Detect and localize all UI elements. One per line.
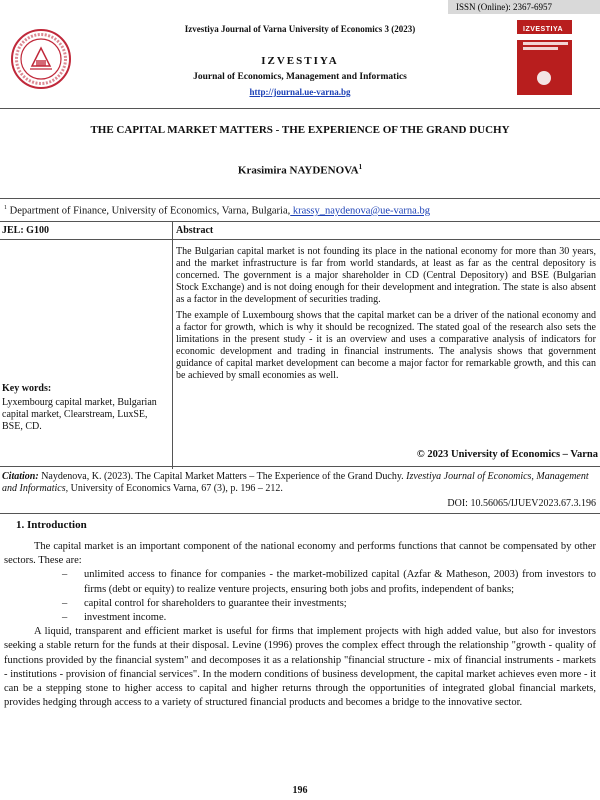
journal-issue: Izvestiya Journal of Varna University of Economics 3 (2023) — [184, 24, 416, 34]
divider — [0, 513, 600, 514]
body-paragraph: A liquid, transparent and efficient market is useful for firms that implement projects with high added value, but also for investors seeking a stable return for the funds at their disposal. Levine (1996) proves the complex effect through the relationship "growth - quality of functions provided by the financial system" and decomposes it as a relationship "financial structure - mix of financial instruments - markets - institutions - provision of financial services". In the modern conditions of business development, the capital market achieves even more - it can be a stepping stone to higher access to capital and higher returns through the opportunities of integrated global financial markets, provides hedging through access to a variety of structured financial products and becomes a bridge to the innovative sector. — [4, 626, 596, 709]
abstract-heading: Abstract — [176, 225, 214, 236]
bullet-item — [4, 568, 596, 596]
author-footnote-mark: 1 — [358, 163, 363, 171]
author-name: Krasimira NAYDENOVA — [237, 164, 359, 177]
issn-label: ISSN (Online): 2367-6957 — [448, 0, 600, 14]
section-heading: 1. Introduction — [16, 519, 87, 531]
journal-brand: IZVESTIYA — [261, 55, 339, 67]
affiliation-mark: 1 — [4, 205, 7, 211]
citation-journal: Izvestiya Journal of Economics, Management and Informatics, — [2, 471, 589, 494]
citation-label: Citation: — [2, 471, 39, 482]
bullet-text: unlimited access to finance for companies - the market-mobilized capital (Azfar & Matheson, 2003) from investors to firms (debt or equity) to realize venture projects, ensuring both jobs and profits, independent of banks; — [84, 569, 596, 595]
keywords-list: Lyxembourg capital market, Bulgarian capital market, Clearstream, LuxSE, BSE, CD. — [2, 397, 157, 432]
abstract-paragraph: The example of Luxembourg shows that the capital market can be a driver of the national economy and a factor for growth, which is why it should be recognized. The stated goal of the research also sets the limitations in the present study - it is an overview and uses a comparative analysis of indicators for economic development and trading in financial instruments. The analysis shows that government guidance of capital market development can become a major factor for remarkable growth, and this can be achieved by small economies as well. — [176, 310, 596, 381]
divider — [0, 198, 600, 199]
citation — [2, 471, 592, 495]
abstract-body — [176, 246, 596, 386]
body-paragraph: The capital market is an important component of the national economy and performs functions that cannot be compensated by other sectors. These are: — [4, 541, 596, 567]
journal-link[interactable]: http://journal.ue-varna.bg — [249, 87, 351, 97]
doi: DOI: 10.56065/IJUEV2023.67.3.196 — [447, 498, 596, 509]
cover-line — [523, 42, 568, 45]
copyright-notice: © 2023 University of Economics – Varna — [416, 449, 598, 460]
paper-title: THE CAPITAL MARKET MATTERS - THE EXPERIENCE OF THE GRAND DUCHY — [90, 124, 510, 136]
bullet-dash: – — [62, 597, 68, 609]
divider — [0, 466, 600, 467]
divider — [0, 221, 600, 222]
jel-code: JEL: G100 — [2, 225, 49, 236]
keywords-heading: Key words: — [2, 383, 52, 394]
bullet-text: capital control for shareholders to guarantee their investments; — [84, 597, 347, 609]
page-number: 196 — [292, 785, 308, 796]
bullet-item — [4, 611, 596, 625]
affiliation — [4, 205, 600, 217]
author-line — [0, 163, 600, 177]
citation-text: University of Economics Varna, 67 (3), p. 196 – 212. — [68, 483, 283, 494]
cover-line — [523, 47, 558, 50]
author-email-link[interactable]: krassy_naydenova@ue-varna.bg — [290, 205, 430, 217]
journal-name: Journal of Economics, Management and Informatics — [193, 72, 407, 82]
bullet-text: investment income. — [84, 612, 167, 624]
abstract-paragraph: The Bulgarian capital market is not founding its place in the national economy for more than 30 years, and the market infrastructure is far from world standards, at least as far as the central depository is concerned. The government is a major shareholder in CD (Central Depository) and BSE (Bulgarian Stock Exchange) and is not doing enough for their development and integration. The state is also absent as a factor in the development of securities trading. — [176, 246, 596, 305]
section-body — [4, 540, 596, 710]
cover-band — [517, 34, 572, 40]
divider — [0, 239, 600, 240]
column-divider — [172, 221, 173, 469]
divider — [0, 108, 600, 109]
cover-title: IZVESTIYA — [523, 26, 564, 33]
affiliation-text: Department of Finance, University of Economics, Varna, Bulgaria, — [7, 205, 291, 217]
bullet-item — [4, 597, 596, 611]
citation-text: Naydenova, K. (2023). The Capital Market Matters – The Experience of the Grand Duchy. — [38, 471, 407, 482]
bullet-dash: – — [62, 569, 68, 581]
bullet-dash: – — [62, 612, 68, 624]
